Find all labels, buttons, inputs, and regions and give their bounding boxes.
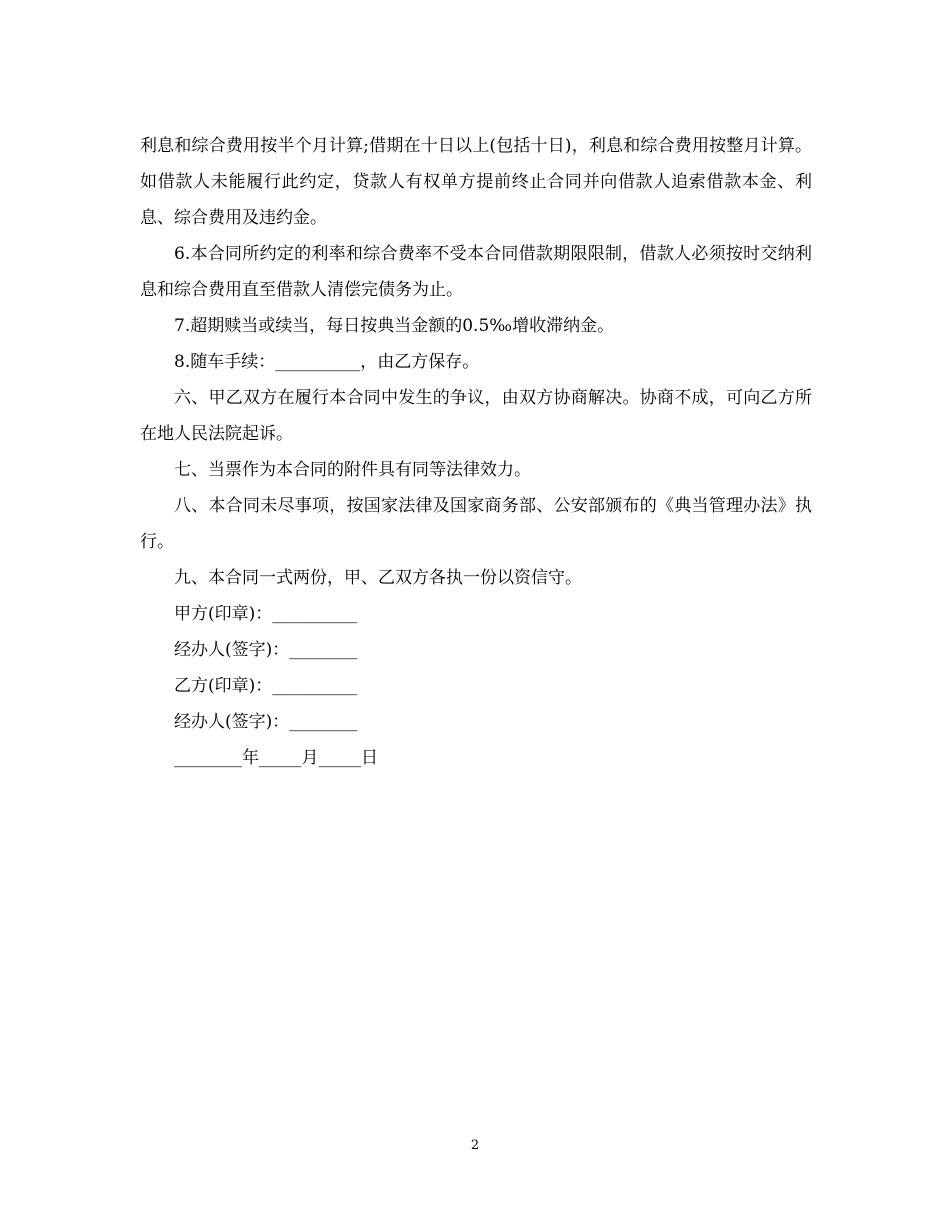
party-b-handler-signature-line: 经办人(签字)：________: [174, 712, 358, 732]
signature-block: [140, 596, 812, 776]
page-number: 2: [470, 1138, 480, 1153]
contract-clause-8: 8.随车手续：__________，由乙方保存。: [174, 352, 480, 372]
party-b-seal-line: 乙方(印章)：__________: [174, 676, 358, 696]
contract-section-7-ticket: 七、当票作为本合同的附件具有同等法律效力。: [174, 460, 531, 480]
party-a-handler-signature-line: 经办人(签字)：________: [174, 640, 358, 660]
contract-clause-7: 7.超期赎当或续当，每日按典当金额的0.5‰增收滞纳金。: [174, 316, 615, 336]
date-line: ________年_____月_____日: [174, 748, 378, 768]
contract-section-6-dispute: 六、甲乙双方在履行本合同中发生的争议，由双方协商解决。协商不成，可向乙方所在地人民法院起诉。: [140, 388, 812, 444]
document-body: [140, 128, 812, 776]
contract-clause-6: 6.本合同所约定的利率和综合费率不受本合同借款期限限制，借款人必须按时交纳利息和综合费用直至借款人清偿完债务为止。: [140, 244, 812, 300]
contract-section-9-copies: 九、本合同一式两份，甲、乙双方各执一份以资信守。: [174, 568, 582, 588]
contract-section-8-unspecified: 八、本合同未尽事项，按国家法律及国家商务部、公安部颁布的《典当管理办法》执行。: [140, 496, 812, 552]
contract-paragraph-continued: 利息和综合费用按半个月计算;借期在十日以上(包括十日)，利息和综合费用按整月计算。如借款人未能履行此约定，贷款人有权单方提前终止合同并向借款人追索借款本金、利息、综合费用及违约金。: [140, 136, 812, 228]
party-a-seal-line: 甲方(印章)：__________: [174, 604, 358, 624]
